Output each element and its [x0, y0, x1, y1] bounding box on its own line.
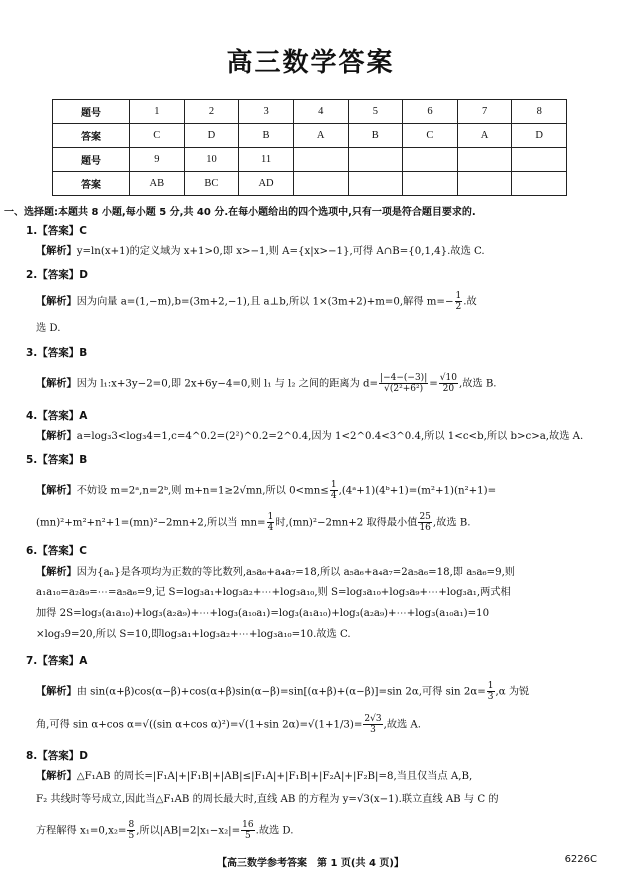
table-cell: 6: [403, 100, 458, 124]
table-cell: 9: [130, 148, 185, 172]
table-row: [53, 172, 567, 196]
table-cell: 1: [130, 100, 185, 124]
fraction: $\frac{1}{3}$: [487, 681, 494, 702]
question-2-analysis-cont: 选 D.: [36, 323, 61, 334]
question-6-analysis-cont: ×log₃9=20,所以 S=10,即log₃a₁+log₃a₂+⋯+log₃a₁₀=10.故选 C.: [36, 629, 351, 640]
document-code: 6226C: [564, 854, 597, 865]
table-cell: C: [403, 124, 458, 148]
question-4-answer: 4.【答案】A: [26, 410, 88, 422]
table-cell: 10: [184, 148, 239, 172]
table-row: [53, 148, 567, 172]
fraction: $\frac{8}{5}$: [128, 820, 135, 841]
question-2-answer: 2.【答案】D: [26, 269, 89, 281]
question-7-answer: 7.【答案】A: [26, 655, 88, 667]
fraction: $\frac{2√3}{3}$: [364, 714, 382, 735]
fraction: $\frac{1}{2}$: [455, 291, 462, 312]
question-3-analysis: 【解析】因为 l₁:x+3y−2=0,即 2x+6y−4=0,则 l₁ 与 l₂ 之间的距离为 d= $\frac{|-4-(-3)|}{\text{√(2²+6²)}}$ = $\frac{√10}{20}$ ,故选 B.: [36, 373, 497, 394]
question-8-analysis-cont: F₂ 共线时等号成立,因此当△F₁AB 的周长最大时,直线 AB 的方程为 y=√3(x−1).联立直线 AB 与 C 的: [36, 794, 499, 805]
table-cell: 3: [239, 100, 294, 124]
fraction: $\frac{|-4-(-3)|}{\text{√(2²+6²)}}$: [380, 373, 428, 394]
table-cell: [457, 148, 512, 172]
section-heading: 一、选择题:本题共 8 小题,每小题 5 分,共 40 分.在每小题给出的四个选项中,只有一项是符合题目要求的.: [4, 207, 476, 218]
question-5-analysis-cont: (mn)²+m²+n²+1=(mn)²−2mn+2,所以当 mn= $\frac{1}{4}$ 时,(mn)²−2mn+2 取得最小值 $\frac{25}{16}$ ,故选 B.: [36, 512, 471, 533]
fraction: $\frac{1}{4}$: [330, 480, 337, 501]
table-cell: 5: [348, 100, 403, 124]
table-cell: C: [130, 124, 185, 148]
table-cell: [348, 172, 403, 196]
question-1-answer: 1.【答案】C: [26, 225, 88, 237]
table-row: [53, 100, 567, 124]
table-cell: D: [184, 124, 239, 148]
question-8-answer: 8.【答案】D: [26, 750, 89, 762]
table-cell: 11: [239, 148, 294, 172]
question-1-analysis: 【解析】y=ln(x+1)的定义域为 x+1>0,即 x>−1,则 A={x|x>−1},可得 A∩B={0,1,4}.故选 C.: [36, 246, 485, 257]
question-8-analysis: 【解析】△F₁AB 的周长=|F₁A|+|F₁B|+|AB|≤|F₁A|+|F₁B|+|F₂A|+|F₂B|=8,当且仅当点 A,B,: [36, 771, 473, 782]
question-6-answer: 6.【答案】C: [26, 545, 88, 557]
header-label: 题号: [53, 100, 130, 124]
table-cell: B: [239, 124, 294, 148]
table-cell: AD: [239, 172, 294, 196]
table-cell: [512, 172, 567, 196]
table-cell: [403, 148, 458, 172]
question-6-analysis-cont: a₁a₁₀=a₂a₉=⋯=a₅a₆=9,记 S=log₃a₁+log₃a₂+⋯+log₃a₁₀,则 S=log₃a₁₀+log₃a₉+⋯+log₃a₁,两式相: [36, 587, 511, 598]
table-cell: [457, 172, 512, 196]
question-5-answer: 5.【答案】B: [26, 454, 88, 466]
table-cell: [293, 172, 348, 196]
page-title: 高三数学答案: [226, 48, 395, 78]
table-cell: A: [457, 124, 512, 148]
question-6-analysis: 【解析】因为{aₙ}是各项均为正数的等比数列,a₅a₆+a₄a₇=18,所以 a₅a₆+a₄a₇=2a₅a₆=18,即 a₅a₆=9,则: [36, 567, 515, 578]
question-8-analysis-cont: 方程解得 x₁=0,x₂= $\frac{8}{5}$ ,所以|AB|=2|x₁−x₂|= $\frac{16}{5}$ .故选 D.: [36, 820, 294, 841]
answer-table: [52, 99, 567, 196]
table-cell: BC: [184, 172, 239, 196]
question-7-analysis-cont: 角,可得 sin α+cos α=√((sin α+cos α)²)=√(1+sin 2α)=√(1+1/3)= $\frac{2√3}{3}$ ,故选 A.: [36, 714, 422, 735]
table-cell: AB: [130, 172, 185, 196]
fraction: $\frac{√10}{20}$: [439, 373, 457, 394]
table-row: [53, 124, 567, 148]
table-cell: [293, 148, 348, 172]
table-cell: 8: [512, 100, 567, 124]
question-3-answer: 3.【答案】B: [26, 347, 88, 359]
question-4-analysis: 【解析】a=log₃3<log₃4=1,c=4^0.2=(2²)^0.2=2^0.4,因为 1<2^0.4<3^0.4,所以 1<c<b,所以 b>c>a,故选 A.: [36, 431, 584, 442]
fraction: $\frac{16}{5}$: [242, 820, 254, 841]
question-5-analysis: 【解析】不妨设 m=2ᵃ,n=2ᵇ,则 m+n=1≥2√mn,所以 0<mn≤ $\frac{1}{4}$ ,(4ᵃ+1)(4ᵇ+1)=(m²+1)(n²+1)=: [36, 480, 497, 501]
table-cell: 7: [457, 100, 512, 124]
table-cell: [512, 148, 567, 172]
table-cell: B: [348, 124, 403, 148]
answer-label: 答案: [53, 124, 130, 148]
table-cell: A: [293, 124, 348, 148]
table-cell: 4: [293, 100, 348, 124]
table-cell: D: [512, 124, 567, 148]
page-footer: 【高三数学参考答案 第 1 页(共 4 页)】: [217, 858, 404, 869]
question-2-analysis: 【解析】因为向量 a=(1,−m),b=(3m+2,−1),且 a⊥b,所以 1×(3m+2)+m=0,解得 m=− $\frac{1}{2}$ .故: [36, 291, 477, 312]
question-7-analysis: 【解析】由 sin(α+β)cos(α−β)+cos(α+β)sin(α−β)=sin[(α+β)+(α−β)]=sin 2α,可得 sin 2α= $\frac{1}{3}$ ,α 为锐: [36, 681, 530, 702]
question-6-analysis-cont: 加得 2S=log₃(a₁a₁₀)+log₃(a₂a₉)+⋯+log₃(a₁₀a₁)=log₃(a₁a₁₀)+log₃(a₂a₉)+⋯+log₃(a₁₀a₁)=10: [36, 608, 490, 619]
answer-label: 答案: [53, 172, 130, 196]
fraction: $\frac{25}{16}$: [419, 512, 431, 533]
fraction: $\frac{1}{4}$: [267, 512, 274, 533]
table-cell: 2: [184, 100, 239, 124]
table-cell: [403, 172, 458, 196]
header-label: 题号: [53, 148, 130, 172]
table-cell: [348, 148, 403, 172]
